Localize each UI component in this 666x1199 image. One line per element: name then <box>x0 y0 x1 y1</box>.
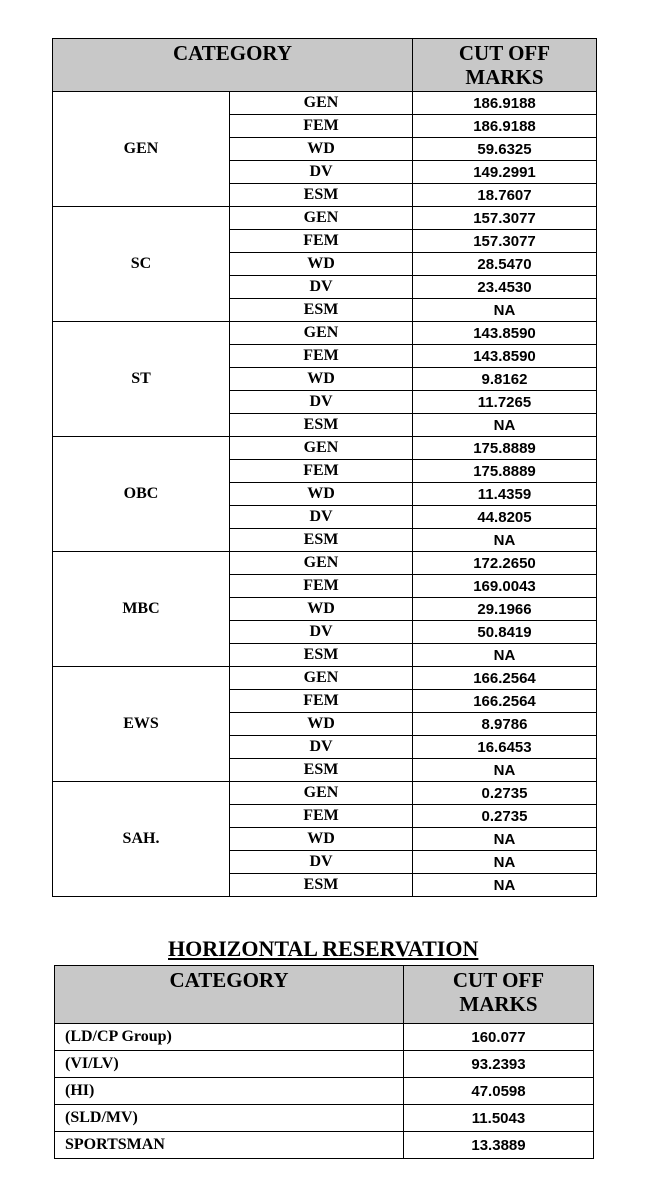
cutoff-marks-header <box>413 39 597 92</box>
table-row <box>53 322 597 345</box>
hr-cutoff-header-line1: CUT OFF <box>452 968 545 992</box>
hr-cutoff-header-line2: MARKS <box>459 992 538 1016</box>
subcategory-cell: WD <box>230 253 413 276</box>
cutoff-mark-cell: 169.0043 <box>413 575 597 598</box>
table-row <box>53 552 597 575</box>
subcategory-cell: ESM <box>230 414 413 437</box>
cutoff-mark-cell: 0.2735 <box>413 805 597 828</box>
subcategory-cell: GEN <box>230 552 413 575</box>
cutoff-mark-cell: 16.6453 <box>413 736 597 759</box>
subcategory-cell: WD <box>230 483 413 506</box>
cutoff-mark-cell: 166.2564 <box>413 667 597 690</box>
cutoff-mark-cell: 50.8419 <box>413 621 597 644</box>
subcategory-cell: WD <box>230 368 413 391</box>
table-header-row <box>53 39 597 92</box>
hr-header-row <box>55 966 594 1024</box>
cutoff-marks-table <box>52 38 597 897</box>
subcategory-cell: DV <box>230 391 413 414</box>
cutoff-mark-cell: 157.3077 <box>413 207 597 230</box>
subcategory-cell: DV <box>230 276 413 299</box>
horizontal-reservation-table <box>54 965 594 1159</box>
cutoff-mark-cell: 166.2564 <box>413 690 597 713</box>
category-group-cell: ST <box>53 322 230 437</box>
hr-cutoff-mark-cell: 47.0598 <box>404 1078 594 1105</box>
subcategory-cell: FEM <box>230 460 413 483</box>
cutoff-mark-cell: 29.1966 <box>413 598 597 621</box>
subcategory-cell: FEM <box>230 575 413 598</box>
hr-cutoff-marks-header <box>404 966 594 1024</box>
subcategory-cell: ESM <box>230 759 413 782</box>
subcategory-cell: GEN <box>230 437 413 460</box>
cutoff-mark-cell: 11.4359 <box>413 483 597 506</box>
cutoff-mark-cell: 143.8590 <box>413 345 597 368</box>
subcategory-cell: DV <box>230 621 413 644</box>
table-row <box>53 437 597 460</box>
cutoff-mark-cell: NA <box>413 414 597 437</box>
cutoff-mark-cell: NA <box>413 874 597 897</box>
table-row <box>53 207 597 230</box>
cutoff-mark-cell: NA <box>413 851 597 874</box>
subcategory-cell: DV <box>230 851 413 874</box>
table-row <box>53 92 597 115</box>
cutoff-mark-cell: 59.6325 <box>413 138 597 161</box>
cutoff-mark-cell: 149.2991 <box>413 161 597 184</box>
table-row <box>53 782 597 805</box>
cutoff-mark-cell: 172.2650 <box>413 552 597 575</box>
hr-table-row <box>55 1051 594 1078</box>
subcategory-cell: WD <box>230 713 413 736</box>
category-group-cell: EWS <box>53 667 230 782</box>
category-group-cell: OBC <box>53 437 230 552</box>
cutoff-mark-cell: 186.9188 <box>413 115 597 138</box>
category-group-cell: SAH. <box>53 782 230 897</box>
cutoff-mark-cell: 44.8205 <box>413 506 597 529</box>
cutoff-mark-cell: 157.3077 <box>413 230 597 253</box>
cutoff-mark-cell: 186.9188 <box>413 92 597 115</box>
subcategory-cell: FEM <box>230 115 413 138</box>
cutoff-mark-cell: 11.7265 <box>413 391 597 414</box>
subcategory-cell: GEN <box>230 782 413 805</box>
subcategory-cell: DV <box>230 161 413 184</box>
subcategory-cell: GEN <box>230 322 413 345</box>
table-row <box>53 667 597 690</box>
subcategory-cell: GEN <box>230 207 413 230</box>
subcategory-cell: WD <box>230 138 413 161</box>
cutoff-mark-cell: NA <box>413 644 597 667</box>
category-header: CATEGORY <box>53 39 413 92</box>
hr-category-cell: (VI/LV) <box>55 1051 404 1078</box>
cutoff-header-line1: CUT OFF <box>458 41 551 65</box>
subcategory-cell: ESM <box>230 644 413 667</box>
category-group-cell: SC <box>53 207 230 322</box>
subcategory-cell: ESM <box>230 874 413 897</box>
category-group-cell: GEN <box>53 92 230 207</box>
hr-table-row <box>55 1078 594 1105</box>
hr-table-row <box>55 1024 594 1051</box>
cutoff-mark-cell: 175.8889 <box>413 460 597 483</box>
subcategory-cell: GEN <box>230 667 413 690</box>
cutoff-header-line2: MARKS <box>465 65 544 89</box>
hr-table-row <box>55 1105 594 1132</box>
cutoff-mark-cell: 175.8889 <box>413 437 597 460</box>
horizontal-reservation-title: HORIZONTAL RESERVATION <box>168 936 479 961</box>
cutoff-mark-cell: 9.8162 <box>413 368 597 391</box>
subcategory-cell: FEM <box>230 345 413 368</box>
cutoff-mark-cell: 18.7607 <box>413 184 597 207</box>
category-group-cell: MBC <box>53 552 230 667</box>
hr-category-cell: (LD/CP Group) <box>55 1024 404 1051</box>
cutoff-mark-cell: NA <box>413 299 597 322</box>
subcategory-cell: FEM <box>230 230 413 253</box>
hr-category-cell: SPORTSMAN <box>55 1132 404 1159</box>
subcategory-cell: FEM <box>230 690 413 713</box>
cutoff-mark-cell: 143.8590 <box>413 322 597 345</box>
cutoff-mark-cell: NA <box>413 828 597 851</box>
hr-category-cell: (HI) <box>55 1078 404 1105</box>
subcategory-cell: WD <box>230 828 413 851</box>
hr-cutoff-mark-cell: 11.5043 <box>404 1105 594 1132</box>
cutoff-mark-cell: 0.2735 <box>413 782 597 805</box>
hr-cutoff-mark-cell: 13.3889 <box>404 1132 594 1159</box>
subcategory-cell: DV <box>230 506 413 529</box>
cutoff-mark-cell: 28.5470 <box>413 253 597 276</box>
cutoff-mark-cell: 23.4530 <box>413 276 597 299</box>
cutoff-mark-cell: NA <box>413 759 597 782</box>
subcategory-cell: ESM <box>230 184 413 207</box>
hr-cutoff-mark-cell: 93.2393 <box>404 1051 594 1078</box>
subcategory-cell: FEM <box>230 805 413 828</box>
hr-cutoff-mark-cell: 160.077 <box>404 1024 594 1051</box>
hr-category-cell: (SLD/MV) <box>55 1105 404 1132</box>
subcategory-cell: DV <box>230 736 413 759</box>
subcategory-cell: GEN <box>230 92 413 115</box>
subcategory-cell: ESM <box>230 299 413 322</box>
subcategory-cell: WD <box>230 598 413 621</box>
hr-table-row <box>55 1132 594 1159</box>
cutoff-mark-cell: NA <box>413 529 597 552</box>
subcategory-cell: ESM <box>230 529 413 552</box>
cutoff-mark-cell: 8.9786 <box>413 713 597 736</box>
hr-category-header: CATEGORY <box>55 966 404 1024</box>
